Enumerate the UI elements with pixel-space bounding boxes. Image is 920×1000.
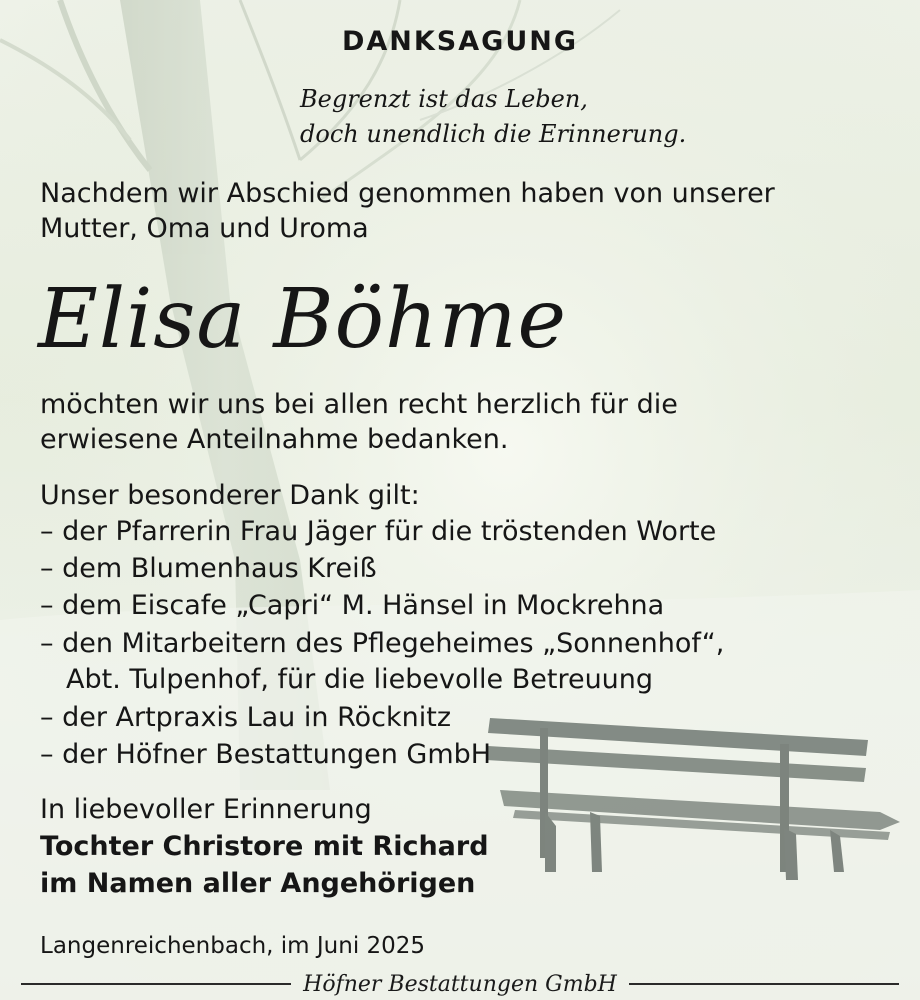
special-thanks-item: – der Artpraxis Lau in Röcknitz	[40, 702, 451, 733]
footer-bar	[0, 968, 920, 1000]
special-thanks-item: – der Höfner Bestattungen GmbH	[40, 739, 492, 770]
place-date: Langenreichenbach, im Juni 2025	[40, 933, 426, 959]
funeral-home-footer: Höfner Bestattungen GmbH	[303, 971, 617, 997]
closing-family: im Namen aller Angehörigen	[40, 868, 476, 899]
special-thanks-item-continuation: Abt. Tulpenhof, für die liebevolle Betreuung	[66, 664, 654, 695]
special-thanks-item: – der Pfarrerin Frau Jäger für die tröstenden Worte	[40, 516, 717, 547]
motto-line-2: doch unendlich die Erinnerung.	[300, 120, 687, 148]
motto	[300, 82, 686, 152]
footer-rule-right	[629, 983, 899, 985]
special-thanks-item: – dem Eiscafe „Capri“ M. Hänsel in Mockrehna	[40, 590, 665, 621]
heading-danksagung: DANKSAGUNG	[341, 26, 578, 57]
footer-rule-left	[21, 983, 291, 985]
special-thanks-item: – dem Blumenhaus Kreiß	[40, 553, 377, 584]
thanks-line-1: möchten wir uns bei allen recht herzlich für die	[40, 389, 678, 420]
intro-line-1: Nachdem wir Abschied genommen haben von unserer	[40, 178, 775, 209]
intro-line-2: Mutter, Oma und Uroma	[40, 213, 369, 244]
motto-line-1: Begrenzt ist das Leben,	[300, 85, 588, 113]
closing-line-1: In liebevoller Erinnerung	[40, 794, 372, 825]
special-thanks-item: – den Mitarbeitern des Pflegeheimes „Sonnenhof“,	[40, 628, 725, 659]
thanks-line-2: erwiesene Anteilnahme bedanken.	[40, 424, 509, 455]
closing-signatory: Tochter Christore mit Richard	[40, 831, 489, 862]
special-thanks-title: Unser besonderer Dank gilt:	[40, 480, 420, 511]
deceased-name: Elisa Böhme	[38, 272, 568, 367]
